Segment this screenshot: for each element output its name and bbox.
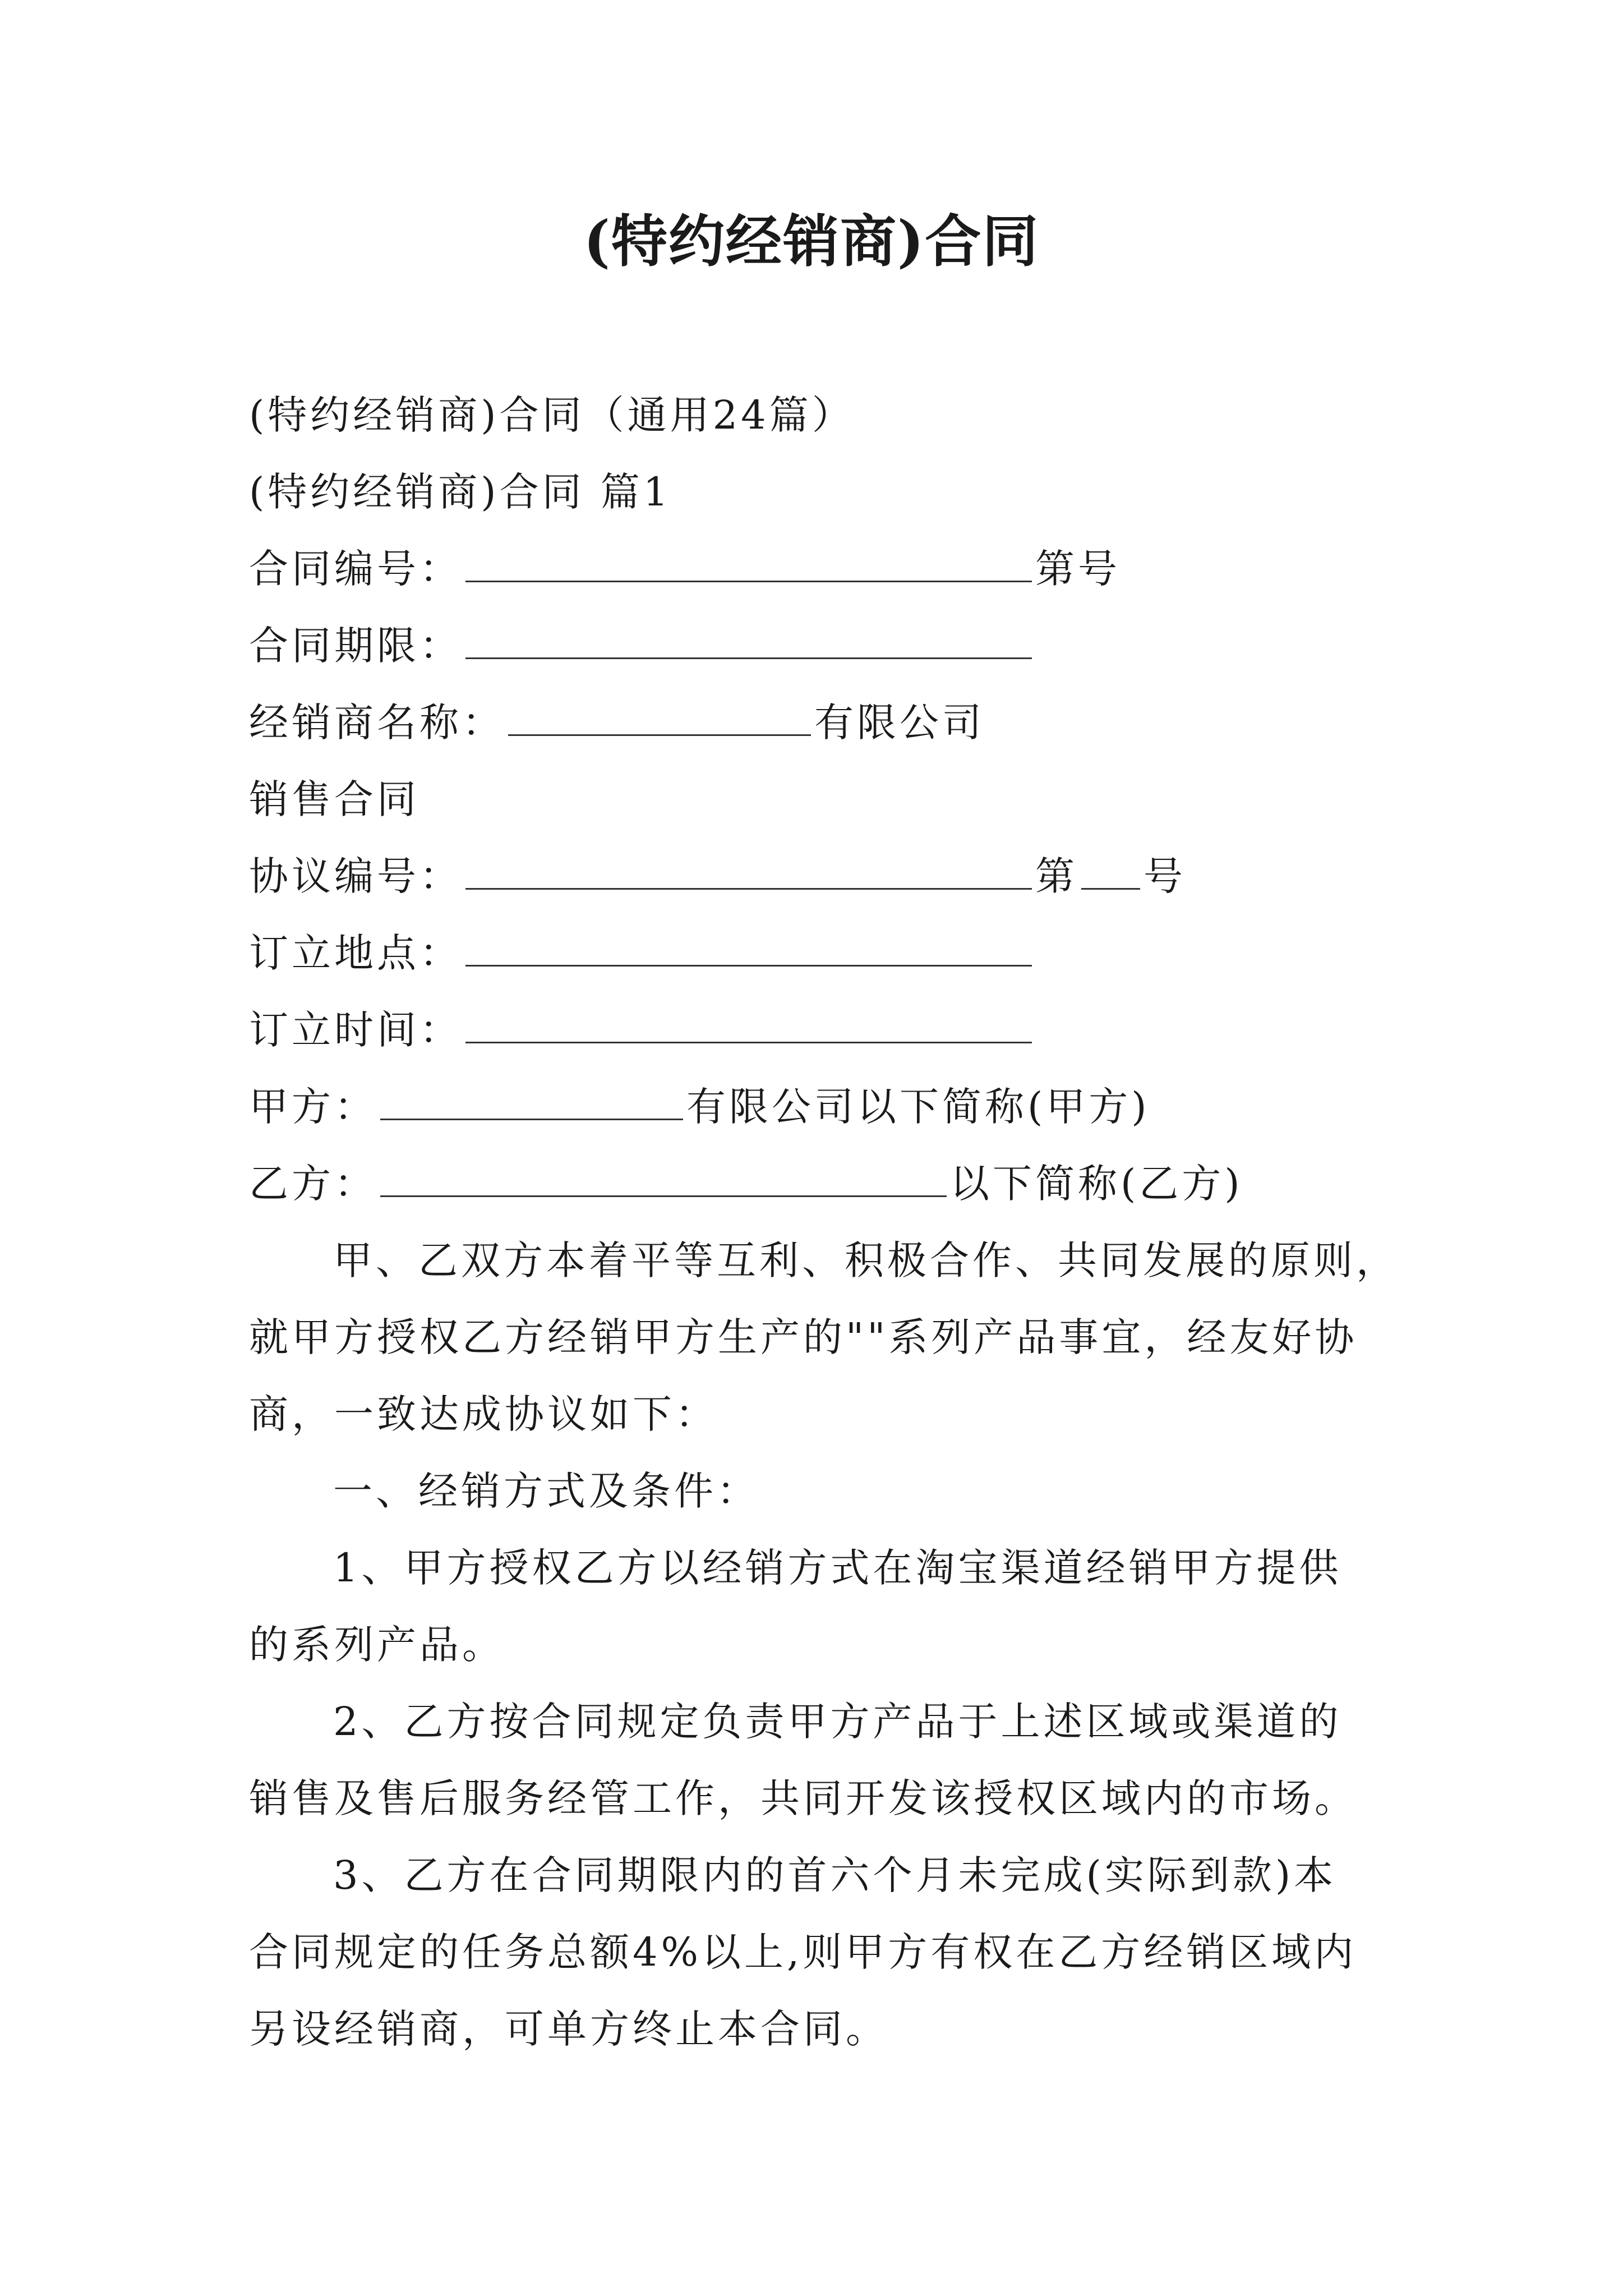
clause-2 [249,1683,1393,1837]
party-b-label: 乙方： [249,1161,377,1207]
party-a-suffix: 有限公司以下简称(甲方) [686,1084,1150,1130]
contract-number-row [249,531,1393,608]
dealer-name-suffix: 有限公司 [814,700,985,746]
paragraph-line: 2、乙方按合同规定负责甲方产品于上述区域或渠道的 [333,1699,1342,1745]
signing-time-label: 订立时间： [249,1007,462,1053]
contract-term-blank [465,618,1032,659]
paragraph-line: 商，一致达成协议如下： [249,1391,718,1437]
subtitle-text: (特约经销商)合同（通用24篇） [249,392,855,438]
chapter-heading [249,454,1393,531]
paragraph-line: 销售及售后服务经管工作，共同开发该授权区域内的市场。 [249,1775,1357,1821]
sales-contract-heading [249,761,1393,838]
contract-term-row [249,608,1393,684]
paragraph-line: 甲、乙双方本着平等互利、积极合作、共同发展的原则， [333,1237,1399,1283]
signing-time-row [249,992,1393,1069]
party-a-blank [380,1079,683,1120]
party-b-blank [380,1156,947,1197]
document-title: (特约经销商)合同 [583,208,1040,274]
paragraph-line: 1、甲方授权乙方以经销方式在淘宝渠道经销甲方提供 [333,1545,1342,1591]
agreement-number-label: 协议编号： [249,853,462,899]
sales-contract-text: 销售合同 [249,776,419,822]
paragraph-line: 3、乙方在合同期限内的首六个月未完成(实际到款)本 [333,1852,1337,1898]
agreement-number-short-blank [1081,849,1140,890]
contract-number-suffix: 第号 [1035,546,1121,592]
dealer-name-row [249,684,1393,761]
agreement-number-mid: 第 [1035,853,1078,899]
clause-3 [249,1837,1393,2068]
agreement-number-suffix: 号 [1144,853,1186,899]
chapter-heading-text: (特约经销商)合同 篇1 [249,469,672,515]
paragraph-line: 另设经销商，可单方终止本合同。 [249,2006,888,2052]
agreement-number-row [249,838,1393,915]
paragraph-line: 就甲方授权乙方经销甲方生产的""系列产品事宜，经友好协 [249,1314,1358,1360]
party-b-row [249,1145,1393,1222]
section-1-heading: 一、经销方式及条件： [333,1468,759,1514]
signing-time-blank [465,1002,1032,1043]
agreement-number-blank [465,849,1032,890]
subtitle-line [249,377,1393,454]
clause-1 [249,1530,1393,1683]
party-a-label: 甲方： [249,1084,377,1130]
paragraph-line: 的系列产品。 [249,1622,505,1668]
intro-paragraph [249,1222,1399,1453]
party-b-suffix: 以下简称(乙方) [950,1161,1243,1207]
signing-place-label: 订立地点： [249,930,462,976]
party-a-row [249,1069,1393,1145]
dealer-name-blank [508,695,811,736]
signing-place-row [249,915,1393,992]
document-body [249,377,1399,2068]
contract-number-blank [465,541,1032,582]
signing-place-blank [465,926,1032,967]
contract-term-label: 合同期限： [249,623,462,669]
contract-number-label: 合同编号： [249,546,462,592]
paragraph-line: 合同规定的任务总额4%以上,则甲方有权在乙方经销区域内 [249,1929,1357,1975]
dealer-name-label: 经销商名称： [249,700,505,746]
